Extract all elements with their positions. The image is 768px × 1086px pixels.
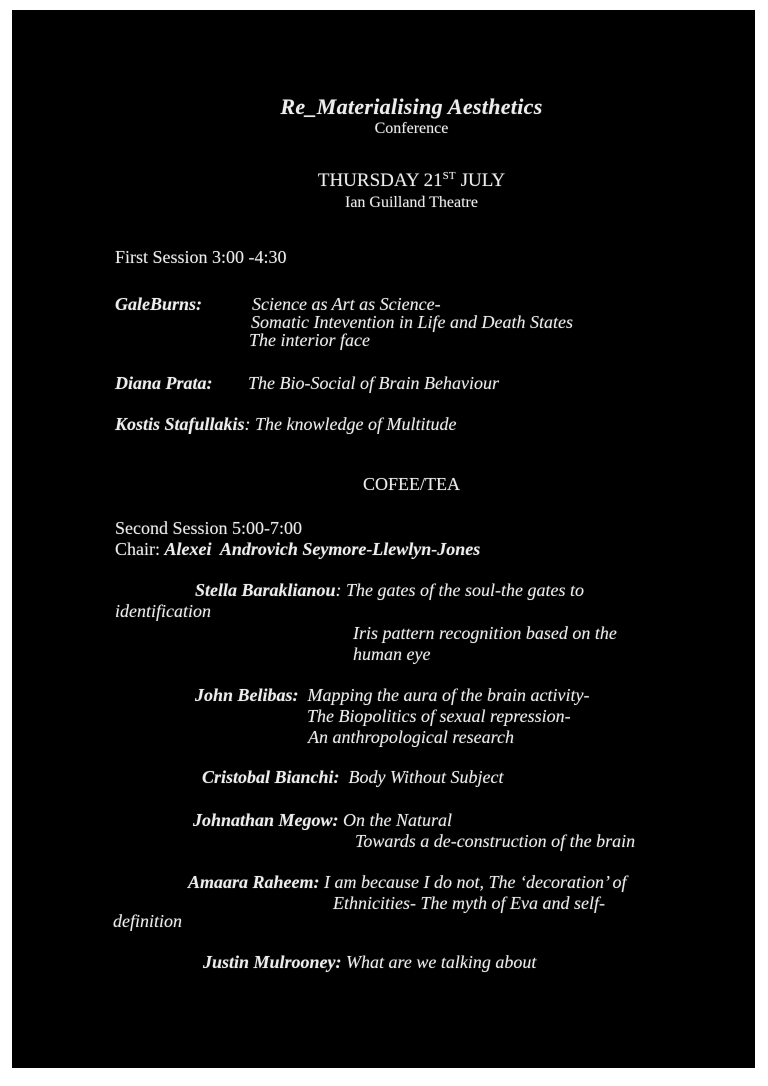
entry-belibas — [195, 685, 589, 706]
speaker-name: Stella Baraklianou — [195, 580, 336, 600]
talk-title: Body Without Subject — [339, 767, 504, 787]
entry-mulrooney — [203, 952, 536, 973]
talk-title-continued: The interior face — [249, 330, 370, 350]
event-date-ordinal: ST — [442, 170, 456, 182]
talk-title: What are we talking about — [341, 952, 537, 972]
talk-title-continued: Somatic Intevention in Life and Death States — [251, 312, 573, 332]
entry-stafullakis — [115, 414, 457, 435]
talk-title-continued: identification — [115, 601, 211, 621]
speaker-name: GaleBurns: — [115, 294, 203, 314]
session1-heading: First Session 3:00 -4:30 — [115, 247, 287, 267]
speaker-name: John Belibas: — [195, 685, 299, 705]
chair-name: Alexei Androvich Seymore-Llewlyn-Jones — [164, 539, 481, 559]
talk-title: The Bio-Social of Brain Behaviour — [248, 373, 499, 393]
talk-title: I am because I do not, The ‘decoration’ of — [319, 872, 627, 892]
event-date-month: JULY — [455, 170, 506, 191]
talk-title: Mapping the aura of the brain activity- — [298, 685, 590, 705]
conference-title: Re_Materialising Aesthetics — [280, 94, 543, 119]
chair-label: Chair: — [115, 539, 165, 559]
speaker-name: Johnathan Megow: — [193, 810, 339, 830]
talk-title-continued: An anthropological research — [308, 727, 514, 747]
talk-title-continued: The Biopolitics of sexual repression- — [307, 706, 571, 726]
entry-raheem — [188, 872, 626, 893]
break-label: COFEE/TEA — [363, 474, 460, 494]
venue-name: Ian Guilland Theatre — [345, 194, 478, 211]
entry-prata — [115, 373, 755, 394]
speaker-name: Justin Mulrooney: — [203, 952, 342, 972]
talk-title-continued: definition — [113, 911, 182, 931]
talk-title: Science as Art as Science- — [252, 294, 441, 314]
entry-bianchi — [202, 767, 504, 788]
event-date-line — [68, 170, 755, 192]
talk-title-continued: Ethnicities- The myth of Eva and self- — [333, 893, 605, 913]
talk-title-continued: human eye — [353, 644, 431, 664]
programme-page — [12, 10, 755, 1068]
event-date: THURSDAY 21 — [317, 170, 443, 191]
speaker-name: Kostis Stafullakis — [115, 414, 245, 434]
talk-title: : The knowledge of Multitude — [244, 414, 457, 434]
talk-title-continued: Iris pattern recognition based on the — [353, 623, 617, 643]
speaker-name: Cristobal Bianchi: — [202, 767, 340, 787]
entry-baraklianou — [195, 580, 584, 601]
entry-megow — [193, 810, 452, 831]
conference-subtitle: Conference — [374, 120, 449, 137]
speaker-name: Diana Prata: — [115, 373, 213, 393]
talk-title: : The gates of the soul-the gates to — [335, 580, 585, 600]
talk-title-continued: Towards a de-construction of the brain — [355, 831, 636, 851]
talk-title: On the Natural — [338, 810, 453, 830]
speaker-name: Amaara Raheem: — [188, 872, 320, 892]
chair-line — [115, 539, 480, 560]
session2-heading: Second Session 5:00-7:00 — [115, 518, 302, 538]
